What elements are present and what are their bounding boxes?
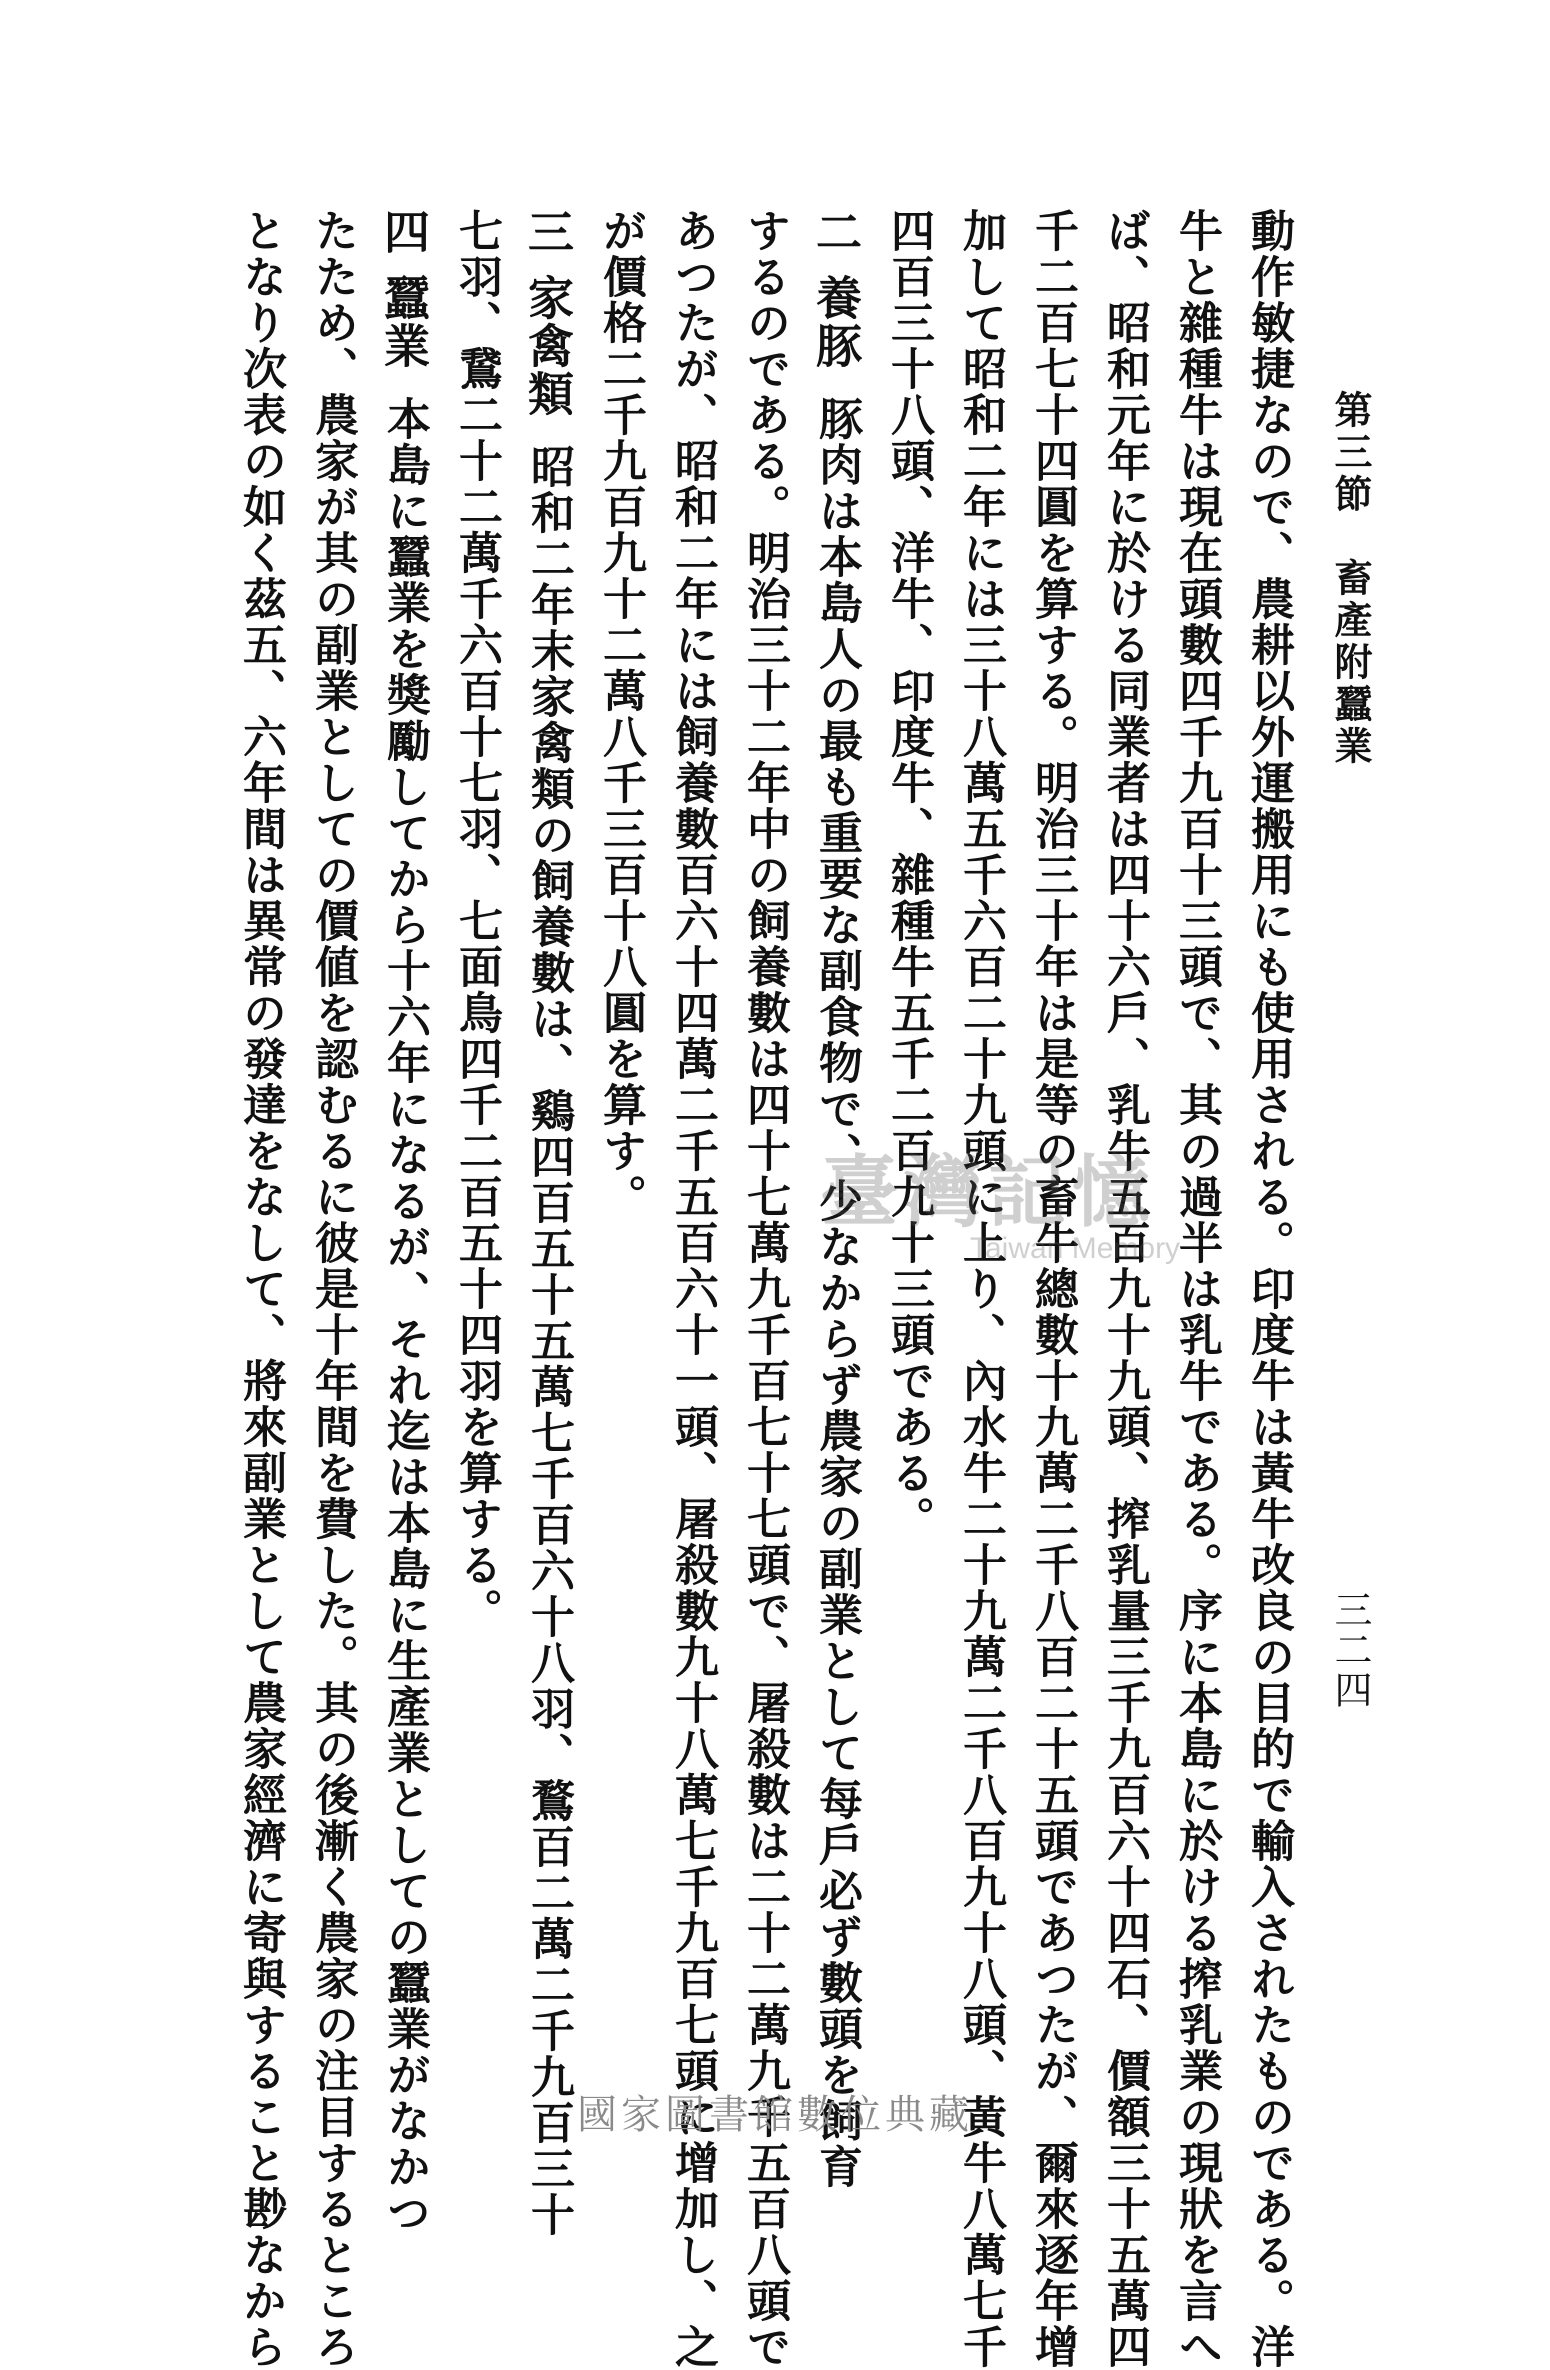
section-heading-title: 家禽類 — [521, 274, 575, 418]
section-heading-number: 三 — [521, 208, 575, 256]
section-heading-title: 養豚 — [809, 274, 863, 370]
text-segment: 牛と雜種牛は現在頭數四千九百十三頭で、其の過半は乳牛である。 — [1171, 208, 1222, 1588]
text-column: 四百三十八頭、洋牛、印度牛、雜種牛五千二百九十三頭である。 — [883, 208, 934, 1542]
text-segment: 豚肉は本島人の最も重要な副食物で、少なからず農家の副業として每戶必ず數頭を飼育 — [811, 396, 862, 2190]
section-heading-number: 二 — [809, 208, 863, 256]
text-column — [368, 208, 440, 2236]
text-column: となり次表の如く茲五、六年間は異常の發達をなして、將來副業として農家經濟に寄與すること尠なから — [235, 208, 286, 2370]
section-title: 第三節 畜產附蠶業 — [1328, 390, 1373, 768]
text-segment: 印度牛は黃牛改良の目的で輸入されたものである。洋 — [1243, 1266, 1294, 2370]
text-column: あつたが、昭和二年には飼養數百六十四萬二千五百六十一頭、屠殺數九十八萬七千九百七頭に增加し、之 — [667, 208, 718, 2370]
text-column: するのである。明治三十二年中の飼養數は四十七萬九千百七十七頭で、屠殺數は二十二萬九千五百八頭で — [739, 208, 790, 2370]
text-column: が價格二千九百九十二萬八千三百十八圓を算す。 — [595, 208, 646, 1220]
text-segment: 昭和二年末家禽類の飼養數は、鷄四百五十五萬七千百六十八羽、鶩百二萬二千九百三十 — [523, 444, 574, 2238]
section-heading-number: 四 — [377, 208, 431, 256]
text-column — [800, 208, 872, 2190]
text-segment: 動作敏捷なので、農耕以外運搬用にも使用される。 — [1243, 208, 1294, 1266]
footer-caption: 國家圖書館數位典藏 — [577, 2092, 973, 2138]
text-column — [1160, 208, 1232, 2370]
text-column: 加して昭和二年には三十八萬五千六百二十九頭に上り、內水牛二十九萬二千八百九十八頭、黃牛八萬七千 — [955, 208, 1006, 2370]
section-heading-title: 蠶業 — [377, 274, 431, 370]
text-column — [512, 208, 584, 2238]
text-column: 七羽、鵞二十二萬千六百十七羽、七面鳥四千二百五十四羽を算する。 — [451, 208, 502, 1634]
text-segment: 本島に蠶業を獎勵してから十六年になるが、それ迄は本島に生產業としての蠶業がなかつ — [379, 396, 430, 2236]
text-column: 千二百七十四圓を算する。明治三十年は是等の畜牛總數十九萬二千八百二十五頭であつたが、爾來逐年增 — [1027, 208, 1078, 2370]
text-column: たため、農家が其の副業としての價値を認むるに彼是十年間を費した。其の後漸く農家の注目するところ — [307, 208, 358, 2370]
text-segment: 序に本島に於ける搾乳業の現狀を言へ — [1171, 1588, 1222, 2370]
watermark-en: Taiwan Memory — [970, 1232, 1181, 1265]
text-column: ば、昭和元年に於ける同業者は四十六戶、乳牛五百九十九頭、搾乳量三千九百六十四石、價額三十五萬四 — [1099, 208, 1150, 2370]
page-number: 三二四 — [1328, 1590, 1372, 1710]
watermark-cjk: 臺灣記憶 — [820, 1147, 1157, 1238]
text-column — [1232, 208, 1304, 2370]
